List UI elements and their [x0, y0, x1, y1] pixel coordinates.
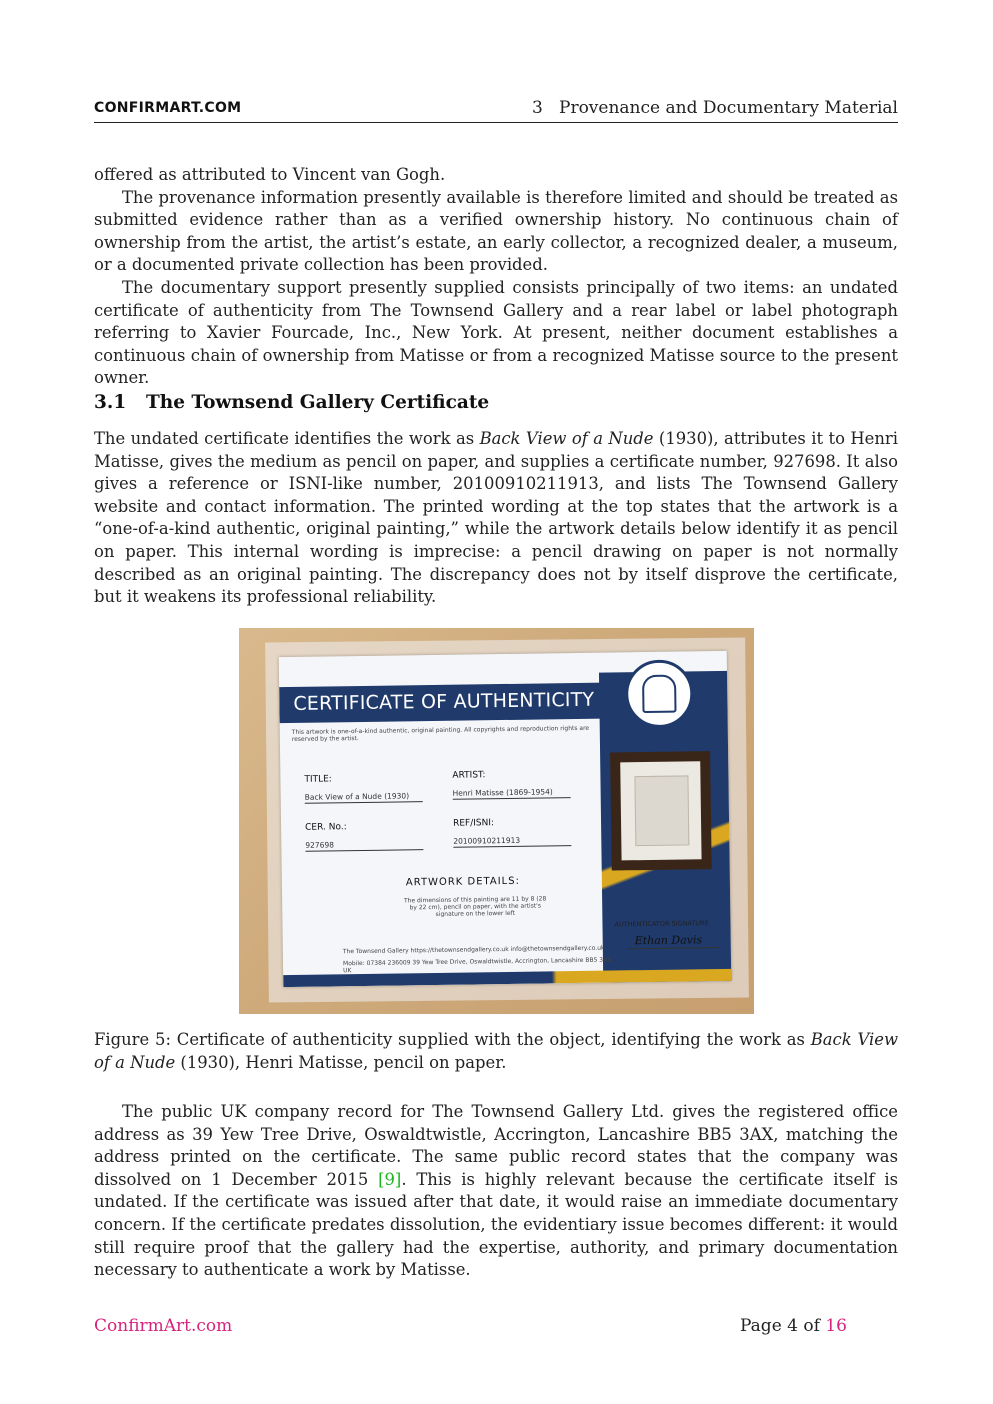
- text-run: (1930), Henri Matisse, pencil on paper.: [175, 1052, 507, 1072]
- certificate-heading: CERTIFICATE OF AUTHENTICITY: [293, 688, 595, 715]
- nude-sketch: [634, 775, 689, 846]
- bottom-text-block: [94, 1101, 898, 1282]
- cer-label: CER. No.:: [305, 822, 347, 833]
- title-label: TITLE:: [304, 774, 332, 785]
- top-text-block: [94, 164, 898, 390]
- caption-artwork-title: Back View of a Nude: [94, 1030, 898, 1072]
- ref-value: 20100910211913: [453, 835, 571, 848]
- page-prefix: Page 4 of: [740, 1316, 826, 1336]
- title-value: Back View of a Nude (1930): [305, 791, 423, 804]
- text-run: Figure 5: Certificate of authenticity supplied with the object, identifying the work as: [94, 1030, 811, 1049]
- paragraph-company-record: [94, 1101, 898, 1282]
- artist-value: Henri Matisse (1869-1954): [453, 787, 571, 800]
- citation-link[interactable]: [9]: [378, 1169, 402, 1189]
- artwork-title: Back View of a Nude: [479, 429, 654, 448]
- section-title: The Townsend Gallery Certificate: [146, 392, 490, 413]
- text-run: (1930), attributes it to Henri Matisse, gives the medium as pencil on paper, and supplies a certificate number, 927698. It also gives a reference or ISNI-like number, 20100910211913, and lists The Townsend Gallery website and contact information. The printed wording at the top states that the artwork is a “one-of-a-kind authentic, original painting,” while the artwork details below identify it as pencil on paper. This internal wording is imprecise: a pencil drawing on paper is not normally described as an original painting. The discrepancy does not by itself disprove the certificate, but it weakens its professional reliability.: [94, 429, 898, 607]
- certificate-footer-line2: Mobile: 07384 236009 39 Yew Tree Drive, Oswaldtwistle, Accrington, Lancashire BB5 3AX, UK: [342, 956, 614, 975]
- seal-emblem: [642, 675, 677, 713]
- artist-label: ARTIST:: [452, 770, 486, 781]
- certificate-subheading: This artwork is one-of-a-kind authentic, original painting. All copyrights and reproduction rights are reserved by the artist.: [291, 724, 590, 743]
- text-run: . This is highly relevant because the certificate itself is undated. If the certificate was issued after that date, it would raise an immediate documentary concern. If the certificate predates dissolution, the evidentiary issue becomes different: it would still require proof that the gallery had the expertise, authority, and primary documentation necessary to authenticate a work by Matisse.: [94, 1169, 898, 1280]
- section-text-block: [94, 428, 898, 609]
- confirmart-logo: CONFIRMART.COM: [94, 100, 242, 116]
- certificate-photo: [239, 628, 754, 1014]
- footer-site-link[interactable]: ConfirmArt.com: [94, 1316, 233, 1336]
- text-run: The public UK company record for The Townsend Gallery Ltd. gives the registered office address as 39 Yew Tree Drive, Oswaldtwistle, Accrington, Lancashire BB5 3AX, matching the address printed on the certificate. The same public record states that the company was dissolved on 1 December 2015: [94, 1102, 898, 1189]
- text-run: The undated certificate identifies the work as: [94, 429, 480, 448]
- certificate-footer-line1: The Townsend Gallery https://thetownsendgallery.co.uk info@thetownsendgallery.co.uk: [342, 944, 605, 956]
- section-heading: [94, 392, 489, 413]
- paragraph-documentary-support: The documentary support presently supplied consists principally of two items: an undated certificate of authenticity from The Townsend Gallery and a rear label or label photograph referring to Xavier Fourcade, Inc., New York. At present, neither document establishes a continuous chain of ownership from Matisse or from a recognized Matisse source to the present owner.: [94, 277, 898, 388]
- artwork-details-label: ARTWORK DETAILS:: [405, 875, 520, 889]
- framed-artwork-thumbnail: [610, 751, 712, 870]
- page-total-link[interactable]: 16: [825, 1316, 847, 1336]
- paragraph-certificate: [94, 428, 898, 609]
- running-head: 3 Provenance and Documentary Material: [531, 98, 898, 118]
- certificate-document: [279, 651, 732, 987]
- paragraph-provenance: The provenance information presently available is therefore limited and should be treated as submitted evidence rather than as a verified ownership history. No continuous chain of ownership from the artist, the artist’s estate, an early collector, a recognized dealer, a museum, or a documented private collection has been provided.: [94, 187, 898, 275]
- authenticator-signature: Ethan Davis: [634, 933, 703, 948]
- page-number: [740, 1316, 847, 1336]
- signature-label: AUTHENTICATOR SIGNATURE: [614, 919, 709, 929]
- paragraph-continuation: offered as attributed to Vincent van Gogh.: [94, 165, 446, 184]
- artwork-details-text: The dimensions of this painting are 11 by 8 (28 by 22 cm), pencil on paper, with the artist's signature on the lower left: [403, 895, 547, 918]
- section-number: 3.1: [94, 392, 127, 413]
- frame-mat: [620, 761, 701, 860]
- cer-value: 927698: [305, 839, 423, 852]
- ref-label: REF/ISNI:: [452, 818, 495, 829]
- page-header: [94, 98, 898, 123]
- figure-caption: [94, 1029, 898, 1074]
